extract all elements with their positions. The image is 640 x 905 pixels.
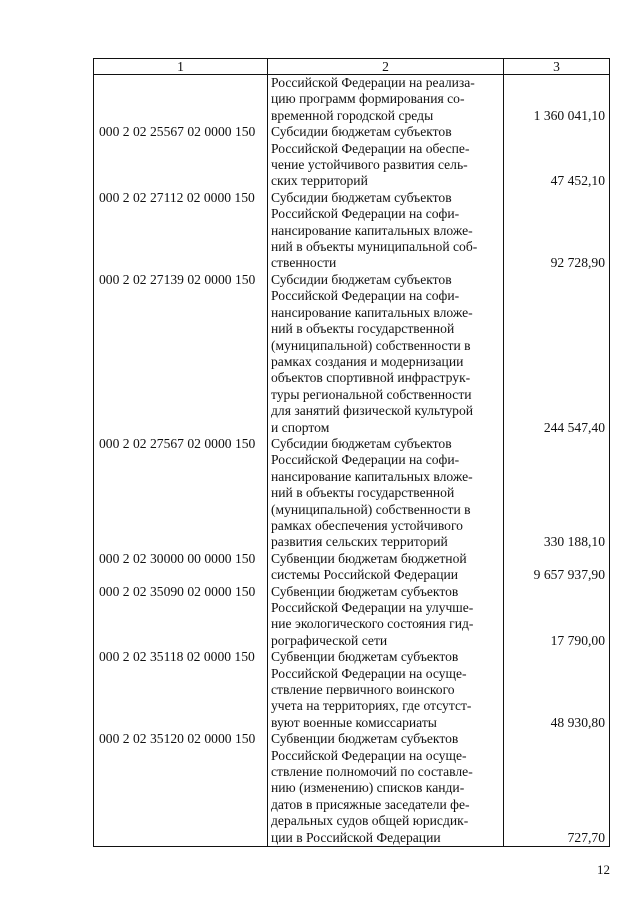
description-line: нансирование капитальных вложе- — [271, 468, 473, 484]
description-line: ний в объекты государственной — [271, 321, 455, 337]
description-line: датов в присяжные заседатели фе- — [271, 796, 470, 812]
description-line: Субсидии бюджетам субъектов — [271, 271, 452, 287]
amount-cell: 1 360 041,10 — [504, 75, 610, 125]
table-row — [94, 272, 610, 436]
budget-code-cell — [94, 75, 268, 125]
description-line: Субвенции бюджетам субъектов — [271, 583, 459, 599]
description-line: и спортом — [271, 419, 330, 435]
budget-code-cell: 000 2 02 27139 02 0000 150 — [94, 272, 268, 436]
description-line: туры региональной собственности — [271, 386, 472, 402]
description-line: ствление полномочий по составле- — [271, 764, 473, 780]
description-line: развития сельских территорий — [271, 534, 448, 550]
description-line: Субсидии бюджетам субъектов — [271, 189, 452, 205]
budget-code-cell: 000 2 02 35090 02 0000 150 — [94, 584, 268, 650]
table-row — [94, 436, 610, 551]
description-line: Российской Федерации на осуще- — [271, 665, 467, 681]
budget-code-cell: 000 2 02 27567 02 0000 150 — [94, 436, 268, 551]
description-line: рамках создания и модернизации — [271, 353, 464, 369]
description-line: Субвенции бюджетам субъектов — [271, 649, 459, 665]
budget-code-cell: 000 2 02 35118 02 0000 150 — [94, 649, 268, 731]
amount-cell: 17 790,00 — [504, 584, 610, 650]
description-cell — [268, 731, 504, 846]
description-line: рографической сети — [271, 632, 388, 648]
description-cell — [268, 75, 504, 125]
description-line: ствление первичного воинского — [271, 682, 455, 698]
description-line: ний в объекты муниципальной соб- — [271, 239, 478, 255]
description-line: Российской Федерации на осуще- — [271, 747, 467, 763]
table-row — [94, 190, 610, 272]
description-cell — [268, 272, 504, 436]
description-cell — [268, 124, 504, 190]
description-line: ний в объекты государственной — [271, 485, 455, 501]
description-line: ции в Российской Федерации — [271, 829, 441, 845]
amount-cell: 727,70 — [504, 731, 610, 846]
page-number: 12 — [597, 862, 610, 877]
amount-cell: 9 657 937,90 — [504, 551, 610, 584]
amount-cell: 48 930,80 — [504, 649, 610, 731]
description-line: нансирование капитальных вложе- — [271, 222, 473, 238]
budget-code-cell: 000 2 02 30000 00 0000 150 — [94, 551, 268, 584]
description-line: вуют военные комиссариаты — [271, 714, 437, 730]
description-line: Российской Федерации на софи- — [271, 288, 460, 304]
description-line: Российской Федерации на обеспе- — [271, 140, 470, 156]
description-line: Субсидии бюджетам субъектов — [271, 124, 452, 140]
description-cell — [268, 190, 504, 272]
table-row — [94, 649, 610, 731]
amount-cell: 244 547,40 — [504, 272, 610, 436]
amount-cell: 47 452,10 — [504, 124, 610, 190]
description-line: Российской Федерации на софи- — [271, 452, 460, 468]
description-line: для занятий физической культурой — [271, 403, 474, 419]
description-line: Российской Федерации на улучше- — [271, 600, 474, 615]
description-line: нию (изменению) списков канди- — [271, 780, 465, 796]
table-row — [94, 124, 610, 190]
description-line: ских территорий — [271, 173, 368, 189]
table-row — [94, 75, 610, 125]
table-row — [94, 551, 610, 584]
column-header-2: 2 — [268, 59, 504, 75]
description-line: деральных судов общей юрисдик- — [271, 813, 469, 829]
header-row — [94, 59, 610, 75]
budget-code-cell: 000 2 02 25567 02 0000 150 — [94, 124, 268, 190]
description-line: (муниципальной) собственности в — [271, 337, 471, 353]
description-line: Субвенции бюджетам бюджетной — [271, 550, 467, 566]
description-line: системы Российской Федерации — [271, 567, 459, 583]
description-line: ственности — [271, 255, 337, 271]
amount-cell: 92 728,90 — [504, 190, 610, 272]
description-cell — [268, 584, 504, 650]
column-header-3: 3 — [504, 59, 610, 75]
description-line: Российской Федерации на софи- — [271, 206, 460, 222]
description-line: временной городской среды — [271, 107, 434, 123]
column-header-1: 1 — [94, 59, 268, 75]
description-cell — [268, 649, 504, 731]
description-line: цию программ формирования со- — [271, 91, 465, 107]
description-line: Российской Федерации на реализа- — [271, 75, 475, 90]
budget-code-cell: 000 2 02 35120 02 0000 150 — [94, 731, 268, 846]
description-line: Субсидии бюджетам субъектов — [271, 435, 452, 451]
budget-table — [93, 58, 610, 847]
description-line: учета на территориях, где отсутст- — [271, 698, 472, 714]
table-body — [94, 75, 610, 847]
description-line: нансирование капитальных вложе- — [271, 304, 473, 320]
description-cell — [268, 436, 504, 551]
table-row — [94, 584, 610, 650]
description-line: ние экологического состояния гид- — [271, 616, 474, 632]
description-line: (муниципальной) собственности в — [271, 501, 471, 517]
description-line: рамках обеспечения устойчивого — [271, 517, 463, 533]
description-cell — [268, 551, 504, 584]
description-line: объектов спортивной инфраструк- — [271, 370, 471, 386]
description-line: Субвенции бюджетам субъектов — [271, 731, 459, 747]
table-row — [94, 731, 610, 846]
amount-cell: 330 188,10 — [504, 436, 610, 551]
budget-code-cell: 000 2 02 27112 02 0000 150 — [94, 190, 268, 272]
description-line: чение устойчивого развития сель- — [271, 157, 468, 173]
